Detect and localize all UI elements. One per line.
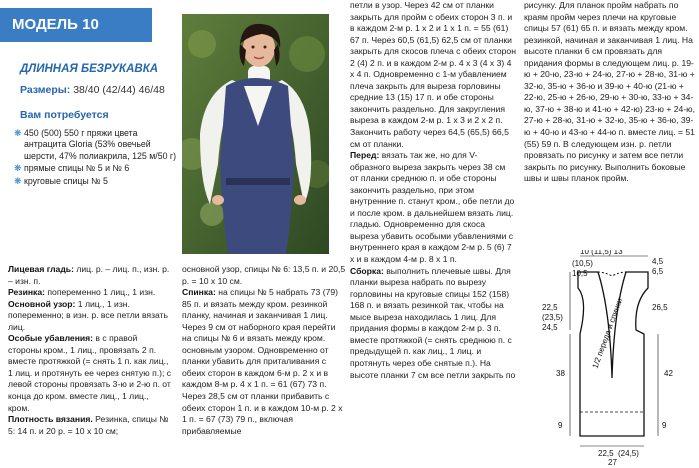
paragraph: [8, 414, 172, 437]
paragraph-heading: Особые убавления:: [8, 333, 94, 344]
dim-bottom-w3: 27: [608, 458, 617, 467]
material-text: 450 (500) 550 г пряжи цвета антрацита Gloria (53% овечьей шерсти, 47% полиакрила, 125 м/50 г): [24, 128, 177, 161]
photo-illustration: [182, 14, 329, 254]
paragraph: [182, 287, 346, 437]
dim-shoulder: 4,5: [652, 257, 664, 266]
model-photo: [182, 14, 329, 254]
pattern-diagram: [540, 250, 698, 468]
paragraph-text: рисунку. Для планок пройм набрать по краям пройм через плечи на круговые спицы 57 (61) 65 п. и вязать между кром. резинкой, начиная и заканчивая 1 лиц. На высоте планки 6 см провязать для придания формы в следующем лиц. р. 19-ю + 20-ю, 23-ю + 24-ю, 27-ю + 28-ю, 31-ю + 32-ю, 35-ю + 36-ю и 39-ю + 40-ю (21-ю + 22-ю, 25-ю + 26-ю, 29-ю + 30-ю, 33-ю + 34-ю, 37-ю + 38-ю и 41-ю + 42-ю) 23-ю + 24-ю, 27-ю + 28-ю, 31-ю + 32-ю, 35-ю + 36-ю, 39-ю + 40-ю и 43-ю + 44-ю п. вместе лиц. = 51 (55) 59 п. В следующем изн. р. петли провязать по рисунку и затем все петли закрыть по рисунку. Выполнить боковые швы и швы планок пройм.: [524, 0, 696, 184]
paragraph-heading: Сборка:: [350, 265, 384, 276]
snowflake-icon: ❋: [14, 175, 22, 186]
paragraph: [8, 299, 172, 334]
dim-bottom-w1: 22,5: [598, 449, 614, 458]
dim-bottom-band: 9: [558, 421, 563, 430]
snowflake-icon: ❋: [14, 128, 22, 138]
paragraph-text: на спицы № 5 набрать 73 (79) 85 п. и вязать между кром. резинкой планку, начиная и заканчивая 1 лиц. Через 9 см от наборного края перейти на спицы № 6 и вязать между кром. основным узором. Одновременно от планки убавить для приталивания с обеих сторон в каждом 6-м р. 2 х и в каждом 8-м р. 4 х 1 п. = 61 (67) 73 п. Через 28,5 см от планки прибавить с обеих сторон 1 п. и в каждом 10-м р. 2 х 1 п. = 67 (73) 79 п., включая прибавляемые: [182, 287, 343, 436]
garment-outline: [578, 272, 648, 436]
paragraph: [8, 287, 172, 299]
dim-side-h-right: 42: [664, 369, 673, 378]
material-text: прямые спицы № 5 и № 6: [24, 163, 130, 174]
dim-bottom-w2: (24,5): [618, 449, 639, 458]
paragraph-heading: Основной узор:: [8, 298, 76, 309]
paragraph-text: попеременно 1 лиц., 1 изн.: [45, 287, 156, 298]
paragraph: [182, 264, 346, 287]
column-2: [182, 264, 346, 437]
sizes-value: 38/40 (42/44) 46/48: [73, 84, 165, 96]
paragraph-heading: Плотность вязания.: [8, 414, 93, 425]
material-item: [14, 128, 178, 162]
paragraph: [350, 0, 516, 150]
dim-top-shoulder: 6,5: [652, 267, 664, 276]
paragraph-heading: Лицевая гладь:: [8, 264, 74, 274]
dim-neck-w2: 10,5: [572, 269, 588, 278]
paragraph-text: лиц. р. – лиц. п., изн. р. – изн. п.: [8, 264, 170, 286]
material-item: [14, 176, 178, 187]
material-item: [14, 163, 178, 174]
paragraph-heading: Перед:: [350, 150, 380, 161]
dim-side-h: 38: [556, 369, 565, 378]
materials-heading: Вам потребуется: [20, 109, 109, 121]
garment-title: ДЛИННАЯ БЕЗРУКАВКА: [20, 63, 159, 75]
materials-list: [14, 128, 178, 188]
column-3: [350, 0, 516, 381]
paragraph: [350, 150, 516, 265]
paragraph-text: 1 лиц., 1 изн. попеременно; в изн. р. все петли вязать лиц.: [8, 298, 169, 332]
paragraph-heading: Спинка:: [182, 287, 216, 298]
dim-neck-w1: (10,5): [572, 259, 593, 268]
paragraph-text: в с правой стороны кром., 1 лиц., провязать 2 п. вместе протяжкой (= снять 1 п. как лиц., 1 лиц. и протянуть ее через снятую п.); с левой стороны провязать 3-ю и 2-ю п. от конца до кром. вместе лиц., 1 лиц., кром.: [8, 333, 172, 413]
paragraph-text: вязать так же, но для V-образного выреза закрыть через 38 см от планки среднюю п. и обе стороны закончить раздельно, при этом внутренние п. станут кром., обе петли до и после кром. в дальнейшем вязать лиц. гладью. Одновременно для скоса выреза убавить особыми убавлениями с внутреннего края в каждом 2-м р. 5 (6) 7 х и в каждом 4-м р. 8 х 1 п.: [350, 150, 515, 265]
paragraph-text: Резинка, спицы № 5: 14 п. и 20 р. = 10 х 10 см;: [8, 414, 169, 436]
dim-armhole-h2: (23,5): [542, 313, 563, 322]
paragraph-text: основной узор, спицы № 6: 13,5 п. и 20,5 р. = 10 х 10 см.: [182, 264, 346, 286]
paragraph-heading: Резинка:: [8, 287, 45, 298]
back-neckline: [598, 272, 626, 276]
dim-neck-depth: 26,5: [652, 303, 668, 312]
paragraph-text: петли в узор. Через 42 см от планки закрыть для пройм с обеих сторон 3 п. и в каждом 2-м р. 1 х 2 и 1 х 1 п. = 55 (61) 67 п. Через 60,5 (61,5) 62,5 см от планки закрыть для скосов плеча с обеих сторон 2 (4) 2 п. и в каждом 2-м р. 4 х 3 (4 х 3) 4 х 4 п. Одновременно с 1-м убавлением плеча закрыть для выреза горловины средние 13 (15) 17 п. и обе стороны закончить раздельно. Для закругления выреза в каждом 2-м р. 1 х 3 и 2 х 2 п. Закончить работу через 64,5 (65,5) 66,5 см от планки.: [350, 0, 516, 149]
material-text: круговые спицы № 5: [24, 175, 108, 186]
paragraph: [524, 0, 696, 185]
paragraph: [8, 333, 172, 414]
column-1: [8, 264, 172, 437]
dim-armhole-h: 22,5: [542, 303, 558, 312]
model-banner: МОДЕЛЬ 10: [0, 8, 152, 42]
dim-top-width: 10 (11,5) 13: [580, 250, 623, 256]
snowflake-icon: ❋: [14, 163, 22, 174]
column-4: [524, 0, 696, 185]
sizes-label: Размеры:: [20, 84, 71, 96]
paragraph-text: выполнить плечевые швы. Для планки выреза набрать по вырезу горловины на круговые спицы 152 (158) 168 п. и вязать резинкой так, чтобы на мысе выреза находилась 1 лиц. Для придания формы в каждом 2-м р. 3 п. вместе протяжкой (= снять среднюю п. с предыдущей п. как лиц., 1 лиц. и протянуть через обе снятые п.). На высоте планки 7 см все петли закрыть по: [350, 265, 516, 380]
diagram-label: 1/2 переда и спинки: [590, 297, 625, 370]
dim-armhole-h3: 24,5: [542, 323, 558, 332]
sizes: [20, 85, 165, 97]
paragraph: [8, 264, 172, 287]
dim-bottom-band-right: 9: [662, 421, 667, 430]
paragraph: [350, 266, 516, 381]
